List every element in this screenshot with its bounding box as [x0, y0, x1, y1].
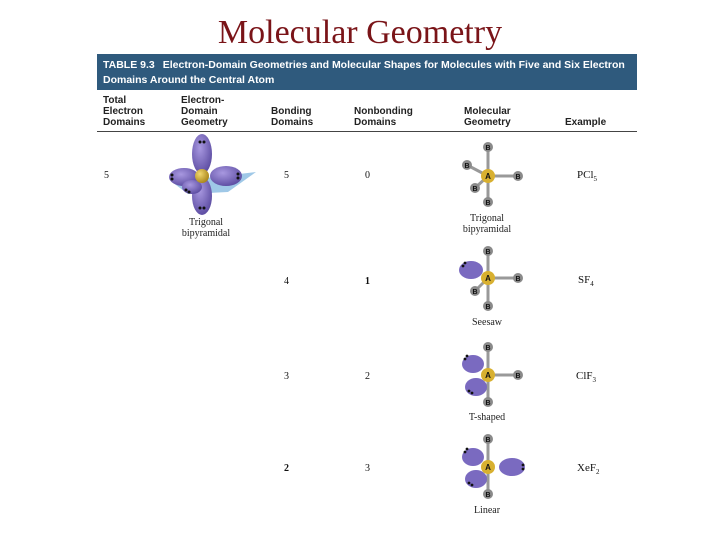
row-1-molecular-geometry	[450, 213, 524, 235]
central-atom-label: A	[485, 463, 491, 472]
central-atom-label: A	[485, 371, 491, 380]
header-electron-domain-geometry	[181, 95, 228, 128]
formula-base: XeF	[577, 462, 596, 474]
row-1-bonding-domains: 5	[284, 170, 289, 181]
bonded-atom-label: B	[515, 373, 521, 380]
row-2-example	[578, 274, 594, 288]
bonded-atom-label: B	[485, 492, 491, 499]
formula-subscript: 4	[590, 280, 594, 289]
bonded-atom-label: B	[515, 174, 521, 181]
header-text: Geometry	[464, 117, 511, 128]
formula-base: ClF	[576, 370, 593, 382]
bonded-atom-label: B	[485, 249, 491, 256]
formula-subscript: 5	[593, 175, 598, 184]
table-caption-bar	[97, 54, 637, 90]
formula-base: PCl	[577, 169, 594, 181]
bonded-atom-label: B	[515, 276, 521, 283]
bonded-atom-label: B	[485, 437, 491, 444]
trigonal-bipyramidal-model	[455, 140, 527, 210]
caption-text: Trigonal	[188, 217, 224, 228]
table-number: TABLE 9.3	[103, 59, 155, 71]
header-text: Domain	[181, 106, 218, 117]
header-text: Bonding	[271, 106, 312, 117]
table-caption: Electron-Domain Geometries and Molecular Shapes for Molecules with Five and Six Electron Domains Around the Central Atom	[103, 59, 625, 86]
total-domains-value: 5	[104, 170, 109, 181]
formula-subscript: 2	[595, 468, 600, 477]
row-3-nonbonding-domains: 2	[365, 371, 370, 382]
row-2-molecular-geometry: Seesaw	[472, 317, 502, 328]
header-text: Molecular	[464, 106, 511, 117]
bonded-atom-label: B	[464, 163, 470, 170]
caption-text: bipyramidal	[462, 224, 512, 235]
row-1-nonbonding-domains: 0	[365, 170, 370, 181]
caption-text: Trigonal	[469, 213, 505, 224]
header-total-electron-domains	[103, 95, 145, 128]
central-atom-label: A	[485, 274, 491, 283]
header-text: Example	[565, 117, 607, 128]
electron-domain-geometry-caption	[170, 217, 242, 239]
row-1-example	[577, 169, 597, 183]
header-text: Domains	[271, 117, 314, 128]
bonded-atom-label: B	[485, 304, 491, 311]
electron-domain-geometry-model	[168, 132, 264, 218]
row-3-example	[576, 370, 596, 384]
row-4-bonding-domains: 2	[284, 463, 289, 474]
row-2-nonbonding-domains: 1	[365, 276, 370, 287]
header-text: Nonbonding	[354, 106, 413, 117]
bonded-atom-label: B	[485, 400, 491, 407]
row-2-bonding-domains: 4	[284, 276, 289, 287]
header-text: Electron-	[181, 95, 225, 106]
seesaw-model	[455, 244, 527, 314]
row-3-bonding-domains: 3	[284, 371, 289, 382]
t-shaped-model	[455, 340, 527, 410]
header-text: Total	[103, 95, 127, 106]
caption-text: bipyramidal	[181, 228, 231, 239]
bonded-atom-label: B	[485, 345, 491, 352]
header-text: Geometry	[181, 117, 228, 128]
header-text: Domains	[354, 117, 397, 128]
bonded-atom-label: B	[472, 186, 478, 193]
linear-model	[455, 432, 527, 502]
header-text: Domains	[103, 117, 146, 128]
header-bonding-domains	[271, 106, 313, 128]
row-3-molecular-geometry: T-shaped	[468, 412, 506, 423]
row-4-molecular-geometry: Linear	[473, 505, 501, 516]
bonded-atom-label: B	[472, 289, 478, 296]
header-text: Electron	[103, 106, 144, 117]
slide-title: Molecular Geometry	[217, 14, 503, 51]
formula-subscript: 3	[592, 376, 597, 385]
bonded-atom-label: B	[485, 200, 491, 207]
row-4-example	[577, 462, 599, 476]
bonded-atom-label: B	[485, 145, 491, 152]
row-4-nonbonding-domains: 3	[365, 463, 370, 474]
header-example	[565, 117, 606, 128]
central-atom-label: A	[485, 172, 491, 181]
header-molecular-geometry	[464, 106, 511, 128]
header-nonbonding-domains	[354, 106, 413, 128]
formula-base: SF	[578, 274, 591, 286]
